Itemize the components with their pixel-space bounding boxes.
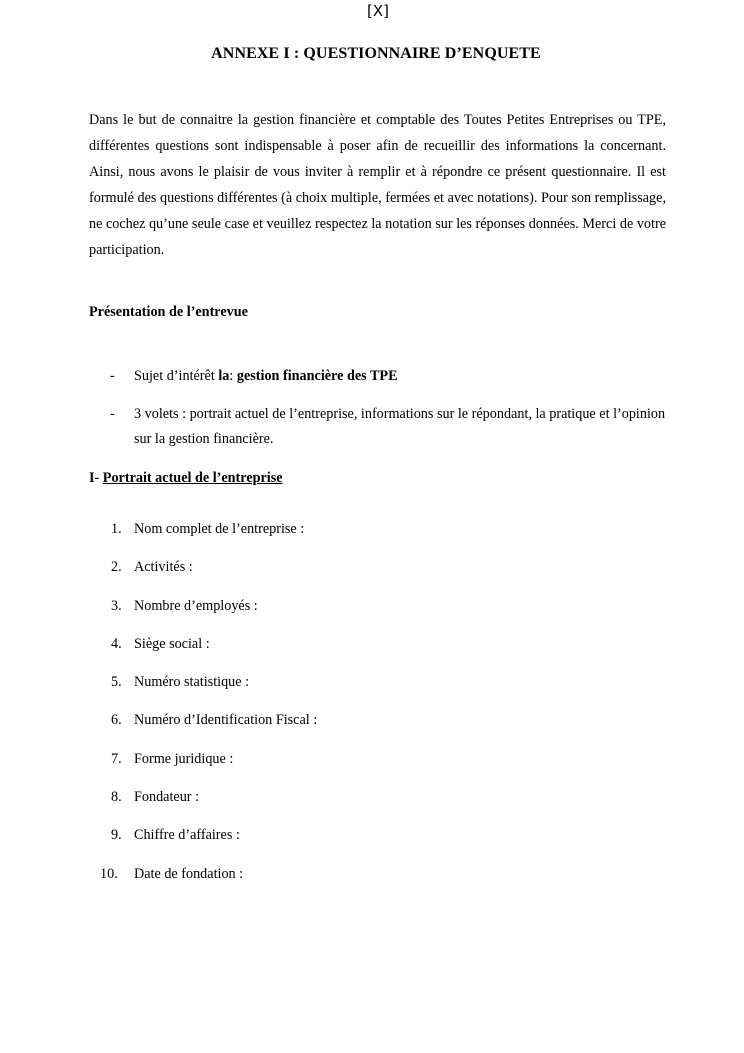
- bullet-item-subject: [89, 364, 666, 390]
- item-number: 8.: [111, 789, 122, 806]
- item-number: 7.: [111, 750, 122, 767]
- item-label: Siège social :: [134, 635, 210, 652]
- list-item: [89, 710, 649, 748]
- bullet-subject-bold-word: la: [218, 368, 230, 384]
- item-label: Fondateur :: [134, 789, 200, 806]
- company-portrait-list: [89, 519, 649, 902]
- list-item: [89, 864, 649, 902]
- bullet-sections-text: 3 volets : portrait actuel de l’entreprise, informations sur le répondant, la pratique et l’opinion sur la gestion financière.: [134, 405, 666, 447]
- item-label: Forme juridique :: [134, 750, 234, 767]
- section1-title: Portrait actuel de l’entreprise: [102, 470, 283, 486]
- item-number: 6.: [111, 712, 122, 729]
- item-number: 5.: [111, 674, 122, 691]
- item-number: 3.: [111, 597, 122, 614]
- section1-heading: [89, 468, 283, 488]
- list-item: [89, 787, 649, 825]
- presentation-bullets: [89, 364, 666, 465]
- bullet-dash: -: [110, 368, 115, 384]
- list-item: [89, 825, 649, 863]
- item-label: Activités :: [134, 559, 193, 576]
- list-item: [89, 672, 649, 710]
- item-number: 4.: [111, 635, 122, 652]
- document-title: ANNEXE I : QUESTIONNAIRE D’ENQUETE: [211, 45, 541, 62]
- bullet-subject-colon: :: [229, 368, 237, 384]
- list-item: [89, 519, 649, 557]
- item-number: 1.: [111, 521, 122, 537]
- bullet-subject-prefix: Sujet d’intérêt: [134, 368, 219, 384]
- item-number: 9.: [111, 827, 122, 844]
- item-number: 2.: [111, 559, 122, 576]
- item-number: 10.: [100, 865, 118, 882]
- page-marker: [X]: [367, 2, 389, 20]
- section1-prefix: I-: [89, 470, 103, 486]
- bullet-dash: -: [110, 405, 115, 422]
- item-label: Numéro statistique :: [134, 674, 250, 691]
- list-item: [89, 749, 649, 787]
- bullet-item-sections: [89, 402, 666, 453]
- list-item: [89, 634, 649, 672]
- item-label: Nombre d’employés :: [134, 597, 258, 614]
- intro-paragraph: Dans le but de connaitre la gestion financière et comptable des Toutes Petites Entreprises ou TPE, différentes questions sont indispensable à poser afin de recueillir des informations la concernant. Ainsi, nous avons le plaisir de vous inviter à remplir et à répondre ce présent questionnaire. Il est formulé des questions différentes (à choix multiple, fermées et avec notations). Pour son remplissage, ne cochez qu’une seule case et veuillez respectez la notation sur les réponses données. Merci de votre participation.: [89, 112, 666, 258]
- item-label: Date de fondation :: [134, 865, 244, 882]
- list-item: [89, 596, 649, 634]
- presentation-heading: Présentation de l’entrevue: [89, 304, 248, 320]
- item-label: Nom complet de l’entreprise :: [134, 521, 305, 537]
- item-label: Numéro d’Identification Fiscal :: [134, 712, 318, 729]
- bullet-subject-topic: gestion financière des TPE: [236, 368, 398, 384]
- list-item: [89, 557, 649, 595]
- item-label: Chiffre d’affaires :: [134, 827, 240, 844]
